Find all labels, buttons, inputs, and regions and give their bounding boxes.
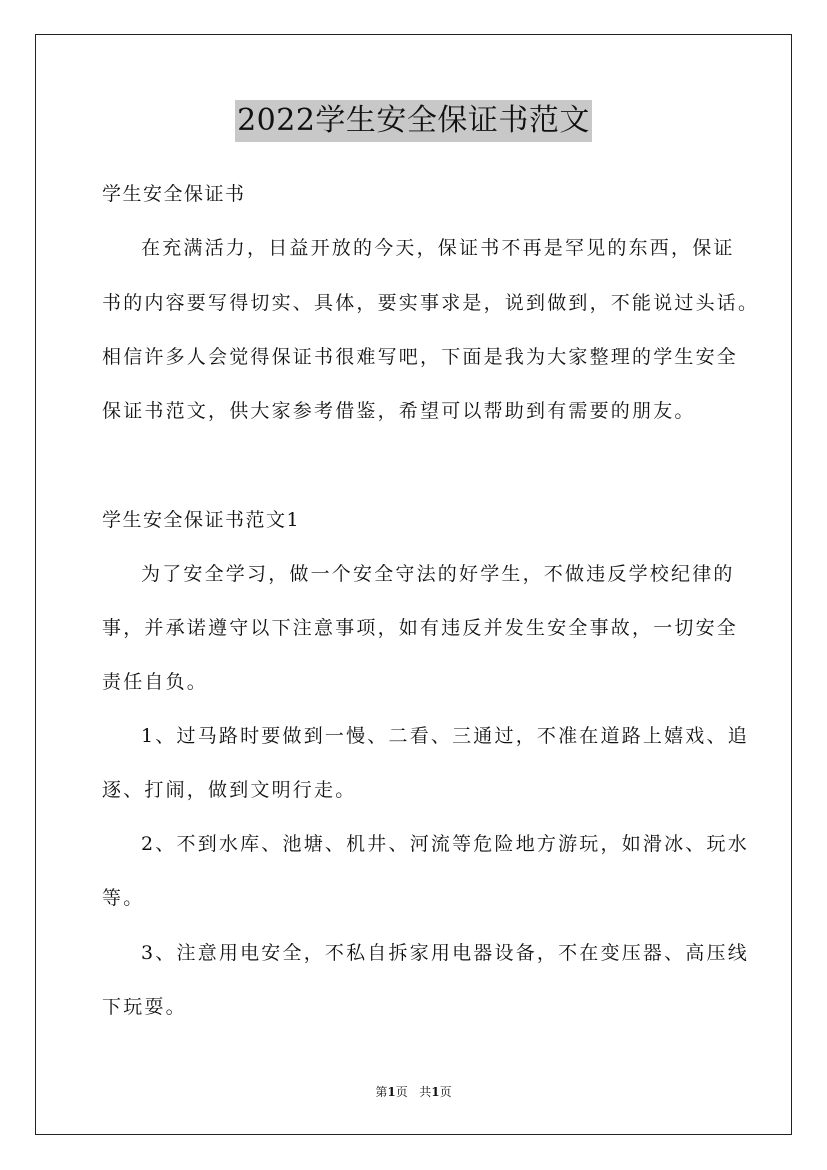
list-item-line: 3、注意用电安全，不私自拆家用电器设备，不在变压器、高压线	[141, 942, 749, 964]
footer-page-number: 1	[387, 1085, 396, 1099]
paragraph-line: 相信许多人会觉得保证书很难写吧，下面是我为大家整理的学生安全	[102, 346, 739, 368]
list-item-line: 下玩耍。	[102, 996, 187, 1018]
paragraph-line: 保证书范文，供大家参考借鉴，希望可以帮助到有需要的朋友。	[102, 400, 696, 422]
paragraph-line: 事，并承诺遵守以下注意事项，如有违反并发生安全事故，一切安全	[102, 617, 739, 639]
paragraph-line: 责任自负。	[102, 671, 209, 693]
paragraph-line: 在充满活力，日益开放的今天，保证书不再是罕见的东西，保证	[141, 237, 735, 259]
section-heading: 学生安全保证书	[102, 183, 246, 205]
footer-total-suffix: 页	[439, 1085, 452, 1099]
list-item-line: 1、过马路时要做到一慢、二看、三通过，不准在道路上嬉戏、追	[141, 725, 749, 747]
list-item-line: 逐、打闹，做到文明行走。	[102, 779, 357, 801]
paragraph-line: 书的内容要写得切实、具体，要实事求是，说到做到，不能说过头话。	[102, 292, 760, 314]
list-item-line: 等。	[102, 887, 145, 909]
list-item-line: 2、不到水库、池塘、机井、河流等危险地方游玩，如滑冰、玩水	[141, 833, 749, 855]
paragraph-line: 为了安全学习，做一个安全守法的好学生，不做违反学校纪律的	[141, 563, 735, 585]
page-footer	[0, 1084, 827, 1100]
section-heading: 学生安全保证书范文1	[102, 509, 301, 531]
footer-page-prefix: 第	[375, 1085, 388, 1099]
document-title: 2022学生安全保证书范文	[235, 100, 592, 142]
title-container	[0, 100, 827, 142]
footer-page-suffix: 页	[395, 1085, 408, 1099]
footer-total-prefix: 共	[419, 1085, 432, 1099]
footer-total-pages: 1	[431, 1085, 440, 1099]
